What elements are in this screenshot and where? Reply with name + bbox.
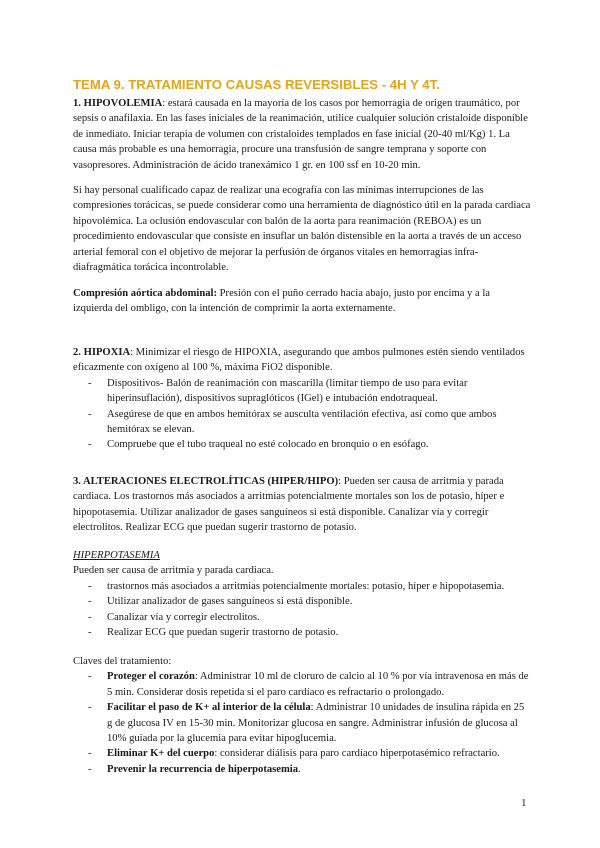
compresion-aortica-text: Presión con el puño cerrado hacia abajo, justo por encima y a la izquierda del ombligo, con la intención de comprimir la aorta externamente. — [73, 288, 490, 315]
hipoxia-paragraph — [73, 345, 531, 376]
clave-label: Facilitar el paso de K+ al interior de la célula — [107, 702, 311, 714]
electroliticas-heading: 3. ALTERACIONES ELECTROLÍTICAS (HIPER/HIPO) — [73, 476, 339, 487]
hipovolemia-heading: 1. HIPOVOLEMIA — [73, 98, 163, 109]
hipoxia-text: : Minimizar el riesgo de HIPOXIA, asegurando que ambos pulmones estén siendo ventilados eficazmente con oxígeno al 100 %, máxima FiO2 disponible. — [73, 347, 525, 374]
hiperpotasemia-intro: Pueden ser causa de arritmia y parada cardiaca. — [73, 565, 274, 577]
hipovolemia-ecografia-text: Si hay personal cualificado capaz de realizar una ecografía con las mínimas interrupciones de las compresiones torácicas, se puede considerar como una herramienta de diagnóstico útil en la parada cardiaca hipovolémica. La oclusión endovascular con balón de la aorta para reanimación (REBOA) es un procedimiento endovascular que consiste en insuflar un balón distensible en la aorta a través de un acceso arterial femoral con el objetivo de mejorar la perfusión de órganos vitales en hemorragias infra-diafragmática torácica incontrolable. — [73, 185, 531, 274]
clave-label: Prevenir la recurrencia de hiperpotasemia — [107, 763, 299, 775]
section-hipovolemia — [73, 96, 531, 173]
section-hipoxia — [73, 345, 531, 453]
list-item: - Compruebe que el tubo traqueal no esté colocado en bronquio o en esófago. — [73, 437, 531, 452]
section-hiperpotasemia — [73, 548, 531, 640]
list-item — [73, 669, 531, 700]
hiperpotasemia-heading: HIPERPOTASEMIA — [73, 550, 160, 561]
list-item — [73, 746, 531, 761]
hipoxia-list — [73, 376, 531, 453]
list-item: - trastornos más asociados a arritmias potencialmente mortales: potasio, híper e hipopotasemia. — [73, 579, 531, 594]
list-item: - Asegúrese de que en ambos hemitórax se ausculta ventilación efectiva, así como que ambos hemitórax se elevan. — [73, 407, 531, 438]
list-item: - Dispositivos- Balón de reanimación con mascarilla (limitar tiempo de uso para evitar hiperinsuflación), dispositivos supraglóticos (IGel) e intubación endotraqueal. — [73, 376, 531, 407]
hipovolemia-paragraph — [73, 96, 531, 173]
clave-label: Proteger el corazón — [107, 671, 195, 683]
compresion-aortica-label: Compresión aórtica abdominal: — [73, 288, 217, 299]
clave-text: : considerar diálisis para paro cardíaco hiperpotasémico refractario. — [214, 748, 500, 760]
hiperpotasemia-list — [73, 579, 531, 641]
clave-text: . — [298, 763, 301, 775]
clave-label: Eliminar K+ del cuerpo — [107, 748, 215, 760]
page-number: 1 — [521, 797, 527, 809]
list-item — [73, 700, 531, 746]
electroliticas-text: : Pueden ser causa de arritmia y parada cardiaca. Los trastornos más asociados a arritmias potencialmente mortales son los de potasio, híper e hipopotasemia. Utilizar analizador de gases sanguíneos si está disponible. Canalizar vía y corregir electrolitos. Realizar ECG que puedan sugerir trastorno de potasio. — [73, 476, 505, 534]
electroliticas-paragraph — [73, 474, 531, 536]
list-item: - Canalizar vía y corregir electrolitos. — [73, 610, 531, 625]
section-electroliticas — [73, 474, 531, 536]
claves-tratamiento — [73, 654, 531, 777]
claves-label: Claves del tratamiento: — [73, 656, 172, 667]
list-item: - Utilizar analizador de gases sanguíneos si está disponible. — [73, 594, 531, 609]
hipovolemia-paragraph-2 — [73, 183, 531, 275]
clave-text: : Administrar 10 unidades de insulina rápida en 25 g de glucosa IV en 15-30 min. Monitorizar glucosa en sangre. Administrar infusión de glucosa al 10% guiada por la glucemia para evitar hipoglucemia. — [107, 702, 525, 745]
claves-list — [73, 669, 531, 777]
hipoxia-heading: 2. HIPOXIA — [73, 347, 131, 358]
hipovolemia-text: : estará causada en la mayoría de los casos por hemorragia de origen traumático, por sepsis o anafilaxia. En las fases iniciales de la reanimación, utilice cualquier solución cristaloide disponible de inmediato. Iniciar terapia de volumen con cristaloides templados en fase inicial (20-40 ml/Kg) 1. La causa más probable es una hemorragia, procure una transfusión de sangre temprana y soporte con vasopresores. Administración de ácido tranexámico 1 gr. en 100 ssf en 10-20 min. — [73, 98, 528, 171]
clave-text: : Administrar 10 ml de cloruro de calcio al 10 % por vía intravenosa en más de 5 min. Considerar dosis repetida si el paro cardíaco es refractario o prolongado. — [107, 671, 529, 698]
compresion-aortica-paragraph — [73, 286, 531, 317]
list-item — [73, 762, 531, 777]
page-title: TEMA 9. TRATAMIENTO CAUSAS REVERSIBLES - 4H Y 4T. — [73, 77, 440, 92]
list-item: - Realizar ECG que puedan sugerir trastorno de potasio. — [73, 625, 531, 640]
